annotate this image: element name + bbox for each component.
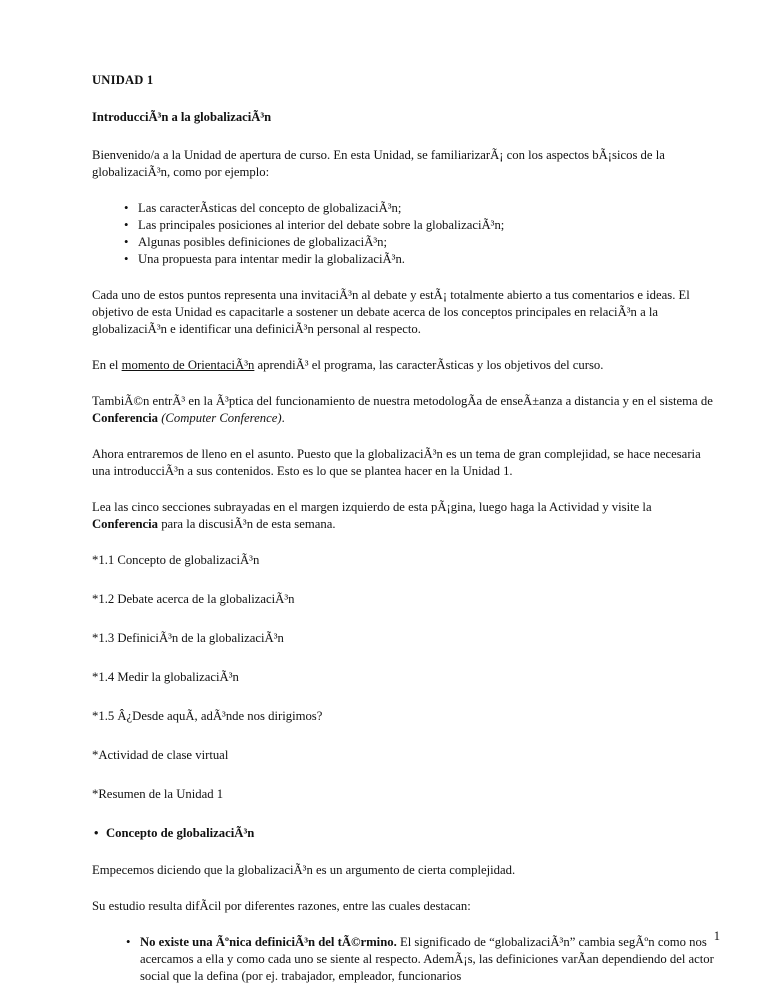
section-link-resumen[interactable]: *Resumen de la Unidad 1 bbox=[92, 786, 224, 801]
paragraph-orientacion bbox=[92, 357, 720, 374]
bold-term-conferencia: Conferencia bbox=[92, 517, 159, 532]
underlined-link-orientacion[interactable]: momento de OrientaciÃ³n bbox=[121, 358, 255, 373]
bold-term-conferencia: Conferencia bbox=[92, 411, 159, 426]
document-body bbox=[92, 72, 720, 994]
subsection-heading-concepto bbox=[92, 825, 720, 842]
paragraph-secciones bbox=[92, 499, 720, 533]
bullet-icon: • bbox=[124, 218, 129, 233]
paragraph-estudio: Su estudio resulta difÃcil por diferentes razones, entre las cuales destacan: bbox=[92, 898, 471, 913]
list-item bbox=[92, 234, 720, 251]
text-suffix: para la discusiÃ³n de esta semana. bbox=[158, 517, 336, 532]
section-link-1-4[interactable]: *1.4 Medir la globalizaciÃ³n bbox=[92, 669, 239, 684]
page-title: UNIDAD 1 bbox=[92, 73, 154, 87]
italic-term-computer-conference: (Computer Conference) bbox=[161, 411, 282, 426]
list-item-label: Algunas posibles definiciones de globalizaciÃ³n; bbox=[138, 235, 388, 250]
list-item-label: El significado de “globalizaciÃ³n” cambia segÃºn como nos acercamos a ella y como cada uno se siente al respecto. AdemÃ¡s, las definiciones varÃan dependiendo del actor social que la defina (por ej. trabajador, empleador, funcionarios bbox=[140, 934, 714, 983]
paragraph-metodologia bbox=[92, 393, 720, 427]
page-number: 1 bbox=[713, 929, 720, 943]
text-suffix: . bbox=[281, 411, 285, 426]
section-index-list bbox=[92, 552, 720, 803]
subsection-heading-label: Concepto de globalizaciÃ³n bbox=[106, 825, 255, 840]
paragraph-complejidad: Ahora entraremos de lleno en el asunto. Puesto que la globalizaciÃ³n es un tema de gran complejidad, se hace necesaria una introducciÃ³n a sus contenidos. Esto es lo que se plantea hacer en la Unidad 1. bbox=[92, 447, 701, 479]
intro-bullet-list bbox=[92, 200, 720, 268]
paragraph-objective: Cada uno de estos puntos representa una invitaciÃ³n al debate y estÃ¡ totalmente abierto a tus comentarios e ideas. El objetivo de esta Unidad es capacitarle a sostener un debate acerca de los conceptos principales en relaciÃ³n a la globalizaciÃ³n e identificar una definiciÃ³n personal al respecto. bbox=[92, 288, 690, 337]
reasons-bullet-list bbox=[92, 934, 720, 985]
paragraph-welcome: Bienvenido/a a la Unidad de apertura de curso. En esta Unidad, se familiarizarÃ¡ con los aspectos bÃ¡sicos de la globalizaciÃ³n, como por ejemplo: bbox=[92, 148, 665, 180]
list-item-bold-lead: No existe una Ãºnica definiciÃ³n del tÃ©rmino. bbox=[140, 934, 397, 949]
bullet-icon: • bbox=[124, 235, 129, 250]
section-link-1-3[interactable]: *1.3 DefiniciÃ³n de la globalizaciÃ³n bbox=[92, 630, 284, 645]
text-suffix: aprendiÃ³ el programa, las caracterÃsticas y los objetivos del curso. bbox=[254, 358, 604, 373]
paragraph-empecemos: Empecemos diciendo que la globalizaciÃ³n es un argumento de cierta complejidad. bbox=[92, 862, 516, 877]
list-item bbox=[92, 934, 720, 985]
bullet-icon: • bbox=[124, 201, 129, 216]
section-link-1-5[interactable]: *1.5 Â¿Desde aquÃ, adÃ³nde nos dirigimos? bbox=[92, 708, 323, 723]
list-item-label: Las principales posiciones al interior del debate sobre la globalizaciÃ³n; bbox=[138, 218, 505, 233]
text-prefix: TambiÃ©n entrÃ³ en la Ã³ptica del funcionamiento de nuestra metodologÃa de enseÃ±anza a distancia y en el sistema de bbox=[92, 394, 713, 409]
text-prefix: Lea las cinco secciones subrayadas en el margen izquierdo de esta pÃ¡gina, luego haga la Actividad y visite la bbox=[92, 500, 652, 515]
list-item-label: Una propuesta para intentar medir la globalizaciÃ³n. bbox=[138, 252, 405, 267]
section-subtitle: IntroducciÃ³n a la globalizaciÃ³n bbox=[92, 109, 272, 124]
bullet-icon: • bbox=[124, 252, 129, 267]
section-link-1-2[interactable]: *1.2 Debate acerca de la globalizaciÃ³n bbox=[92, 591, 295, 606]
section-link-1-1[interactable]: *1.1 Concepto de globalizaciÃ³n bbox=[92, 552, 260, 567]
section-link-actividad[interactable]: *Actividad de clase virtual bbox=[92, 747, 229, 762]
bullet-icon: • bbox=[126, 934, 131, 949]
bullet-icon: • bbox=[94, 825, 99, 840]
list-item bbox=[92, 200, 720, 217]
list-item bbox=[92, 251, 720, 268]
text-prefix: En el bbox=[92, 358, 122, 373]
list-item bbox=[92, 217, 720, 234]
list-item-label: Las caracterÃsticas del concepto de globalizaciÃ³n; bbox=[138, 201, 402, 216]
